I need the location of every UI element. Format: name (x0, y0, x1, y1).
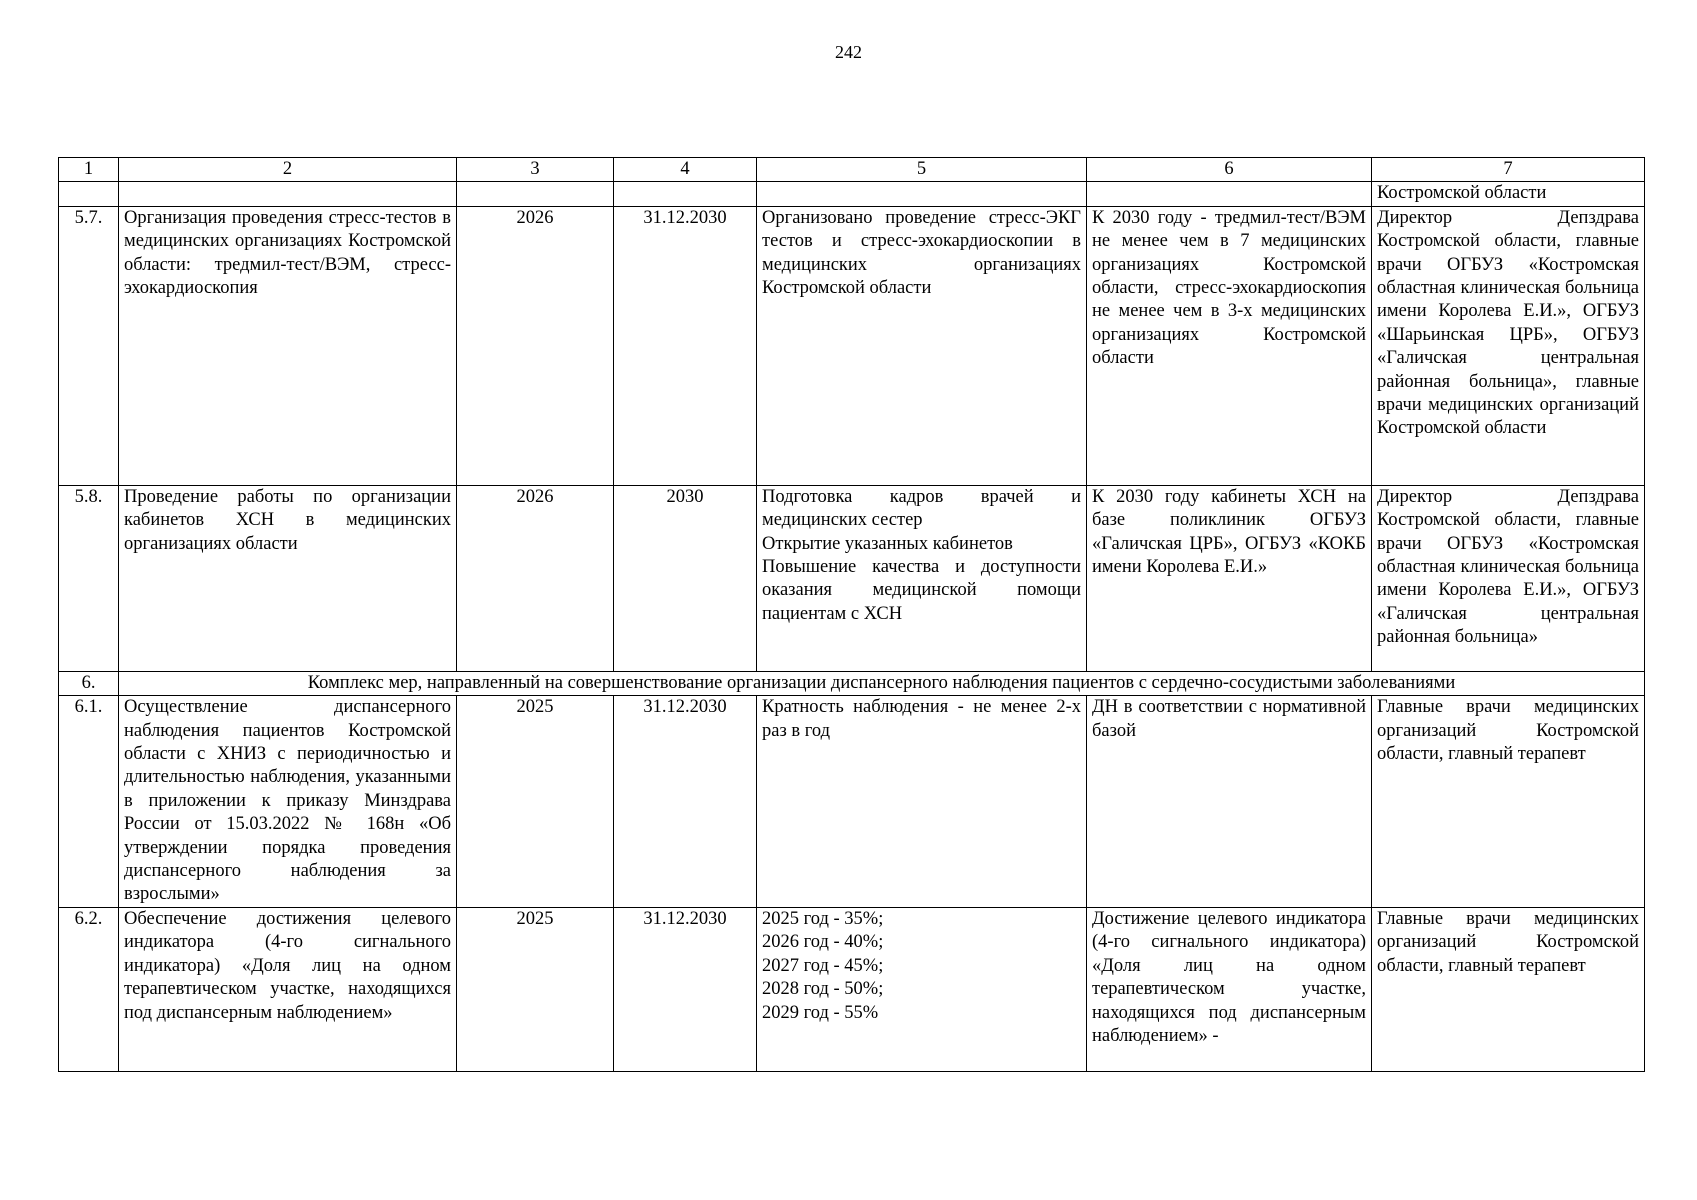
row-number: 6.2. (59, 907, 119, 1071)
result-cell: Кратность наблюдения - не менее 2-х раз в год (757, 696, 1087, 908)
measure-cell: Организация проведения стресс-тестов в медицинских организациях Костромской области: тредмил-тест/ВЭМ, стресс-эхокардиоскопия (119, 206, 457, 485)
table-cell (119, 182, 457, 206)
measure-cell: Обеспечение достижения целевого индикатора (4-го сигнального индикатора) «Доля лиц на одном терапевтическом участке, находящихся под диспансерным наблюдением» (119, 907, 457, 1071)
table-row (59, 206, 1645, 485)
column-header-3: 3 (457, 158, 614, 182)
table-cell (757, 182, 1087, 206)
section-title: Комплекс мер, направленный на совершенствование организации диспансерного наблюдения пациентов с сердечно-сосудистыми заболеваниями (119, 671, 1645, 695)
result-line: Подготовка кадров врачей и медицинских сестер (762, 486, 1081, 531)
result-cell: Организовано проведение стресс-ЭКГ тестов и стресс-эхокардиоскопии в медицинских организациях Костромской области (757, 206, 1087, 485)
row-number: 6.1. (59, 696, 119, 908)
start-cell: 2025 (457, 696, 614, 908)
result-cell (757, 907, 1087, 1071)
result-line: 2027 год - 45%; (762, 955, 884, 976)
page-number: 242 (835, 42, 862, 62)
table-cell (1087, 182, 1372, 206)
end-cell: 31.12.2030 (614, 907, 757, 1071)
row-number: 6. (59, 671, 119, 695)
start-cell: 2025 (457, 907, 614, 1071)
table-cell (614, 182, 757, 206)
column-header-2: 2 (119, 158, 457, 182)
indicator-cell: Достижение целевого индикатора (4-го сигнального индикатора) «Доля лиц на одном терапевтическом участке, находящихся под диспансерным наблюдением» - (1087, 907, 1372, 1071)
row-number: 5.8. (59, 485, 119, 671)
indicator-cell: К 2030 году - тредмил-тест/ВЭМ не менее чем в 7 медицинских организациях Костромской области, стресс-эхокардиоскопия не менее чем в 3-х медицинских организациях Костромской области (1087, 206, 1372, 485)
indicator-cell: К 2030 году кабинеты ХСН на базе поликлиник ОГБУЗ «Галичская ЦРБ», ОГБУЗ «КОКБ имени Королева Е.И.» (1087, 485, 1372, 671)
responsible-cell: Главные врачи медицинских организаций Костромской области, главный терапевт (1372, 696, 1645, 908)
table-row (59, 696, 1645, 908)
result-line: 2029 год - 55% (762, 1002, 879, 1023)
end-cell: 2030 (614, 485, 757, 671)
table-cell (59, 182, 119, 206)
responsible-cell: Директор Депздрава Костромской области, главные врачи ОГБУЗ «Костромская областная клиническая больница имени Королева Е.И.», ОГБУЗ «Шарьинская ЦРБ», ОГБУЗ «Галичская центральная районная больница», главные врачи медицинских организаций Костромской области (1372, 206, 1645, 485)
result-cell (757, 485, 1087, 671)
column-header-6: 6 (1087, 158, 1372, 182)
table-row (59, 907, 1645, 1071)
row-number: 5.7. (59, 206, 119, 485)
column-header-1: 1 (59, 158, 119, 182)
measure-cell: Осуществление диспансерного наблюдения пациентов Костромской области с ХНИЗ с периодичностью и длительностью наблюдения, указанными в приложении к приказу Минздрава России от 15.03.2022 № 168н «Об утверждении порядка проведения диспансерного наблюдения за взрослыми» (119, 696, 457, 908)
end-cell: 31.12.2030 (614, 206, 757, 485)
column-header-7: 7 (1372, 158, 1645, 182)
table-cell (457, 182, 614, 206)
start-cell: 2026 (457, 485, 614, 671)
indicator-cell: ДН в соответствии с нормативной базой (1087, 696, 1372, 908)
continuation-row (59, 182, 1645, 206)
result-line: 2025 год - 35%; (762, 908, 884, 929)
responsible-continuation: Костромской области (1372, 182, 1645, 206)
table-header-row (59, 158, 1645, 182)
result-line: Повышение качества и доступности оказания медицинской помощи пациентам с ХСН (762, 557, 1081, 624)
column-header-4: 4 (614, 158, 757, 182)
section-row (59, 671, 1645, 695)
measures-table (58, 157, 1645, 1072)
result-line: 2026 год - 40%; (762, 932, 884, 953)
responsible-cell: Директор Депздрава Костромской области, главные врачи ОГБУЗ «Костромская областная клиническая больница имени Королева Е.И.», ОГБУЗ «Галичская центральная районная больница» (1372, 485, 1645, 671)
column-header-5: 5 (757, 158, 1087, 182)
end-cell: 31.12.2030 (614, 696, 757, 908)
start-cell: 2026 (457, 206, 614, 485)
result-line: Открытие указанных кабинетов (762, 533, 1013, 554)
measure-cell: Проведение работы по организации кабинетов ХСН в медицинских организациях области (119, 485, 457, 671)
table-row (59, 485, 1645, 671)
result-line: 2028 год - 50%; (762, 979, 884, 1000)
responsible-cell: Главные врачи медицинских организаций Костромской области, главный терапевт (1372, 907, 1645, 1071)
